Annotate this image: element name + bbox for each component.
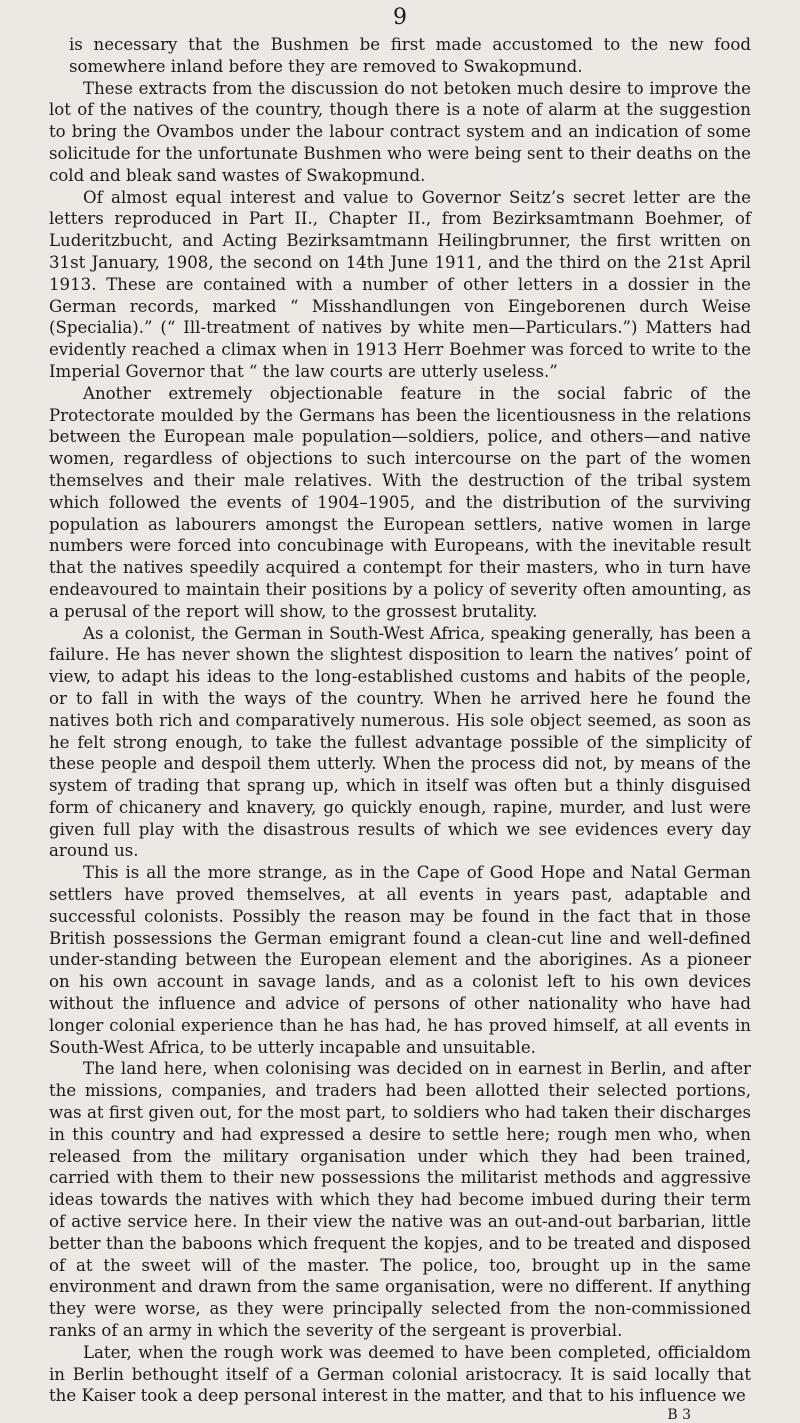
paragraph-extracts-discussion: These extracts from the discussion do not betoken much desire to improve the lot of the natives of the country, though there is a note of alarm at the suggestion to bring the Ovambos under the labour contract system and an indication of some solicitude for the unfortunate Bushmen who were being sent to their deaths on the cold and bleak sand wastes of Swakopmund. — [49, 78, 751, 185]
page-number: 9 — [393, 5, 407, 30]
paragraph-letters-reproduced: Of almost equal interest and value to Governor Seitz’s secret letter are the letters reproduced in Part II., Chapter II., from Bezirksamtmann Boehmer, of Luderitzbucht, and Acting Bezirksamtmann Heilingbrunner, the first written on 31st January, 1908, the second on 14th June 1911, and the third on the 21st April 1913. These are contained with a number of other letters in a dossier in the German records, marked “ Misshandlungen von Eingeborenen durch Weise (Specialia).” (“ Ill-treatment of natives by white men—Particulars.”) Matters had evidently reached a climax when in 1913 Herr Boehmer was forced to write to the Imperial Governor that “ the law courts are utterly useless.” — [49, 187, 751, 381]
paragraph-objectionable-feature: Another extremely objectionable feature in the social fabric of the Protectorate moulded by the Germans has been the licentiousness in the relations between the European male population—soldiers, police, and others—and native women, regardless of objections to such intercourse on the part of the women themselves and their male relatives. With the destruction of the tribal system which followed the events of 1904–1905, and the distribution of the surviving population as labourers amongst the European settlers, native women in large numbers were forced into concubinage with Europeans, with the inevitable result that the natives speedily acquired a contempt for their masters, who in turn have endeavoured to maintain their positions by a policy of severity often amounting, as a perusal of the report will show, to the grossest brutality. — [49, 383, 751, 621]
paragraph-continued: is necessary that the Bushmen be first made accustomed to the new food somewhere inland before they are removed to Swakopmund. — [69, 35, 751, 76]
paragraph-cape-natal-settlers: This is all the more strange, as in the Cape of Good Hope and Natal German settlers have proved themselves, at all events in years past, adaptable and successful colonists. Possibly the reason may be found in the fact that in those British possessions the German emigrant found a clean-cut line and well-defined under-standing between the European element and the aborigines. As a pioneer on his own account in savage lands, and as a colonist left to his own devices without the influence and advice of persons of other nationality who have had longer colonial experience than he has had, he has proved himself, at all events in South-West Africa, to be utterly incapable and unsuitable. — [49, 863, 751, 1057]
paragraph-officialdom-berlin: Later, when the rough work was deemed to have been completed, officialdom in Berlin bethought itself of a German colonial aristocracy. It is said locally that the Kaiser took a deep personal interest in the matter, and that to his influence we — [49, 1342, 751, 1406]
paragraph-german-colonist-failure: As a colonist, the German in South-West Africa, speaking generally, has been a failure. He has never shown the slightest disposition to learn the natives’ point of view, to adapt his ideas to the long-established customs and habits of the people, or to fall in with the ways of the country. When he arrived here he found the natives both rich and comparatively numerous. His sole object seemed, as soon as he felt strong enough, to take the fullest advantage possible of the simplicity of these people and despoil them utterly. When the process did not, by means of the system of trading that sprang up, which in itself was often but a thinly disguised form of chicanery and knavery, go quickly enough, rapine, murder, and lust were given full play with the disastrous results of which we see evidences every day around us. — [49, 623, 751, 861]
printer-signature-mark: B 3 — [667, 1407, 691, 1423]
paragraph-land-colonising: The land here, when colonising was decided on in earnest in Berlin, and after the missions, companies, and traders had been allotted their selected portions, was at first given out, for the most part, to soldiers who had taken their discharges in this country and had expressed a desire to settle here; rough men who, when released from the military organisation under which they had been trained, carried with them to their new possessions the militarist methods and aggressive ideas towards the natives with which they had become imbued during their term of active service here. In their view the native was an out-and-out barbarian, little better than the baboons which frequent the kopjes, and to be treated and disposed of at the sweet will of the master. The police, too, brought up in the same environment and drawn from the same organisation, were no different. If anything they were worse, as they were principally selected from the non-commissioned ranks of an army in which the severity of the sergeant is proverbial. — [49, 1059, 751, 1341]
